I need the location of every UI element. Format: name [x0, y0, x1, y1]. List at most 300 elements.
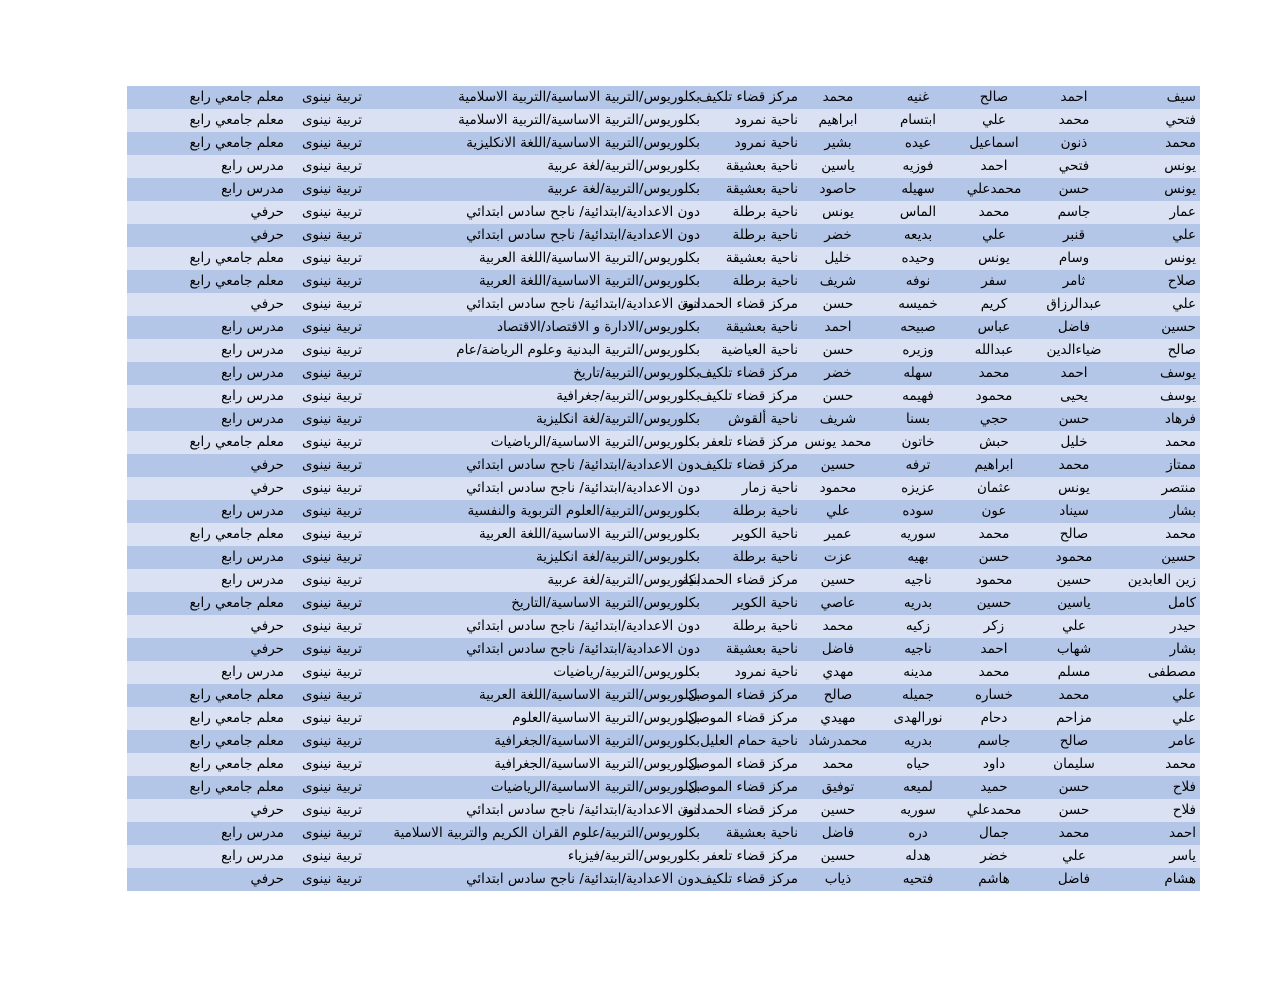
job-title-cell: مدرس رابع [221, 158, 284, 174]
first-name-cell: فرهاد [1164, 411, 1196, 427]
father-name-cell: حسن [1058, 779, 1090, 795]
job-title-cell: حرفي [250, 802, 284, 818]
location-cell: مركز قضاء الموصل [687, 779, 798, 795]
mother-name-cell: سوده [902, 503, 934, 519]
mother-name-cell: فتحيه [902, 871, 934, 887]
qualification-cell: دون الاعدادية/ابتدائية/ ناجح سادس ابتدائي [466, 296, 700, 312]
qualification-cell: بكلوريوس/التربية/علوم القران الكريم والتربية الاسلامية [393, 825, 700, 841]
mother-father-name-cell: شريف [819, 411, 857, 427]
location-cell: مركز قضاء تلكيف [698, 457, 798, 473]
first-name-cell: فتحي [1165, 112, 1196, 128]
job-title-cell: حرفي [250, 871, 284, 887]
grandfather-name-cell: كريم [980, 296, 1008, 312]
directorate-cell: تربية نينوى [301, 158, 362, 174]
first-name-cell: حسين [1161, 549, 1196, 565]
mother-father-name-cell: حسين [820, 457, 856, 473]
first-name-cell: فلاح [1172, 802, 1196, 818]
location-cell: ناحية بعشيقة [725, 250, 798, 266]
job-title-cell: مدرس رابع [221, 848, 284, 864]
qualification-cell: بكلوريوس/التربية الاساسية/اللغة العربية [479, 273, 700, 289]
job-title-cell: مدرس رابع [221, 365, 284, 381]
mother-father-name-cell: فاضل [821, 641, 855, 657]
grandfather-name-cell: محمدعلي [966, 802, 1022, 818]
mother-father-name-cell: حسين [820, 572, 856, 588]
mother-name-cell: ناجيه [904, 641, 932, 657]
grandfather-name-cell: حبش [979, 434, 1009, 450]
father-name-cell: شهاب [1056, 641, 1092, 657]
table-row [127, 431, 1200, 454]
first-name-cell: علي [1172, 710, 1196, 726]
table-row [127, 799, 1200, 822]
job-title-cell: معلم جامعي رابع [189, 687, 284, 703]
mother-father-name-cell: شريف [819, 273, 857, 289]
mother-name-cell: وزيره [902, 342, 934, 358]
father-name-cell: خليل [1060, 434, 1088, 450]
mother-father-name-cell: علي [826, 503, 850, 519]
mother-name-cell: غنيه [906, 89, 930, 105]
location-cell: مركز قضاء تلعفر [703, 434, 798, 450]
mother-father-name-cell: محمد [822, 89, 854, 105]
location-cell: مركز قضاء الحمدانية [681, 572, 798, 588]
directorate-cell: تربية نينوى [301, 296, 362, 312]
grandfather-name-cell: محمد [978, 664, 1010, 680]
first-name-cell: فلاح [1172, 779, 1196, 795]
mother-father-name-cell: ذياب [824, 871, 852, 887]
table-row [127, 86, 1200, 109]
qualification-cell: بكلوريوس/التربية الاساسية/العلوم [512, 710, 700, 726]
mother-name-cell: مدينه [903, 664, 933, 680]
qualification-cell: دون الاعدادية/ابتدائية/ ناجح سادس ابتدائي [466, 457, 700, 473]
mother-father-name-cell: يونس [822, 204, 854, 220]
mother-name-cell: الماس [899, 204, 937, 220]
qualification-cell: بكلوريوس/التربية/لغة انكليزية [535, 411, 700, 427]
first-name-cell: احمد [1169, 825, 1196, 841]
job-title-cell: معلم جامعي رابع [189, 779, 284, 795]
job-title-cell: حرفي [250, 227, 284, 243]
location-cell: مركز قضاء الموصل [687, 756, 798, 772]
father-name-cell: مسلم [1057, 664, 1091, 680]
directorate-cell: تربية نينوى [301, 641, 362, 657]
grandfather-name-cell: زكر [983, 618, 1005, 634]
mother-father-name-cell: توفيق [821, 779, 855, 795]
mother-name-cell: بسنا [906, 411, 930, 427]
mother-father-name-cell: صالح [823, 687, 853, 703]
grandfather-name-cell: محمد [978, 365, 1010, 381]
table-row [127, 500, 1200, 523]
qualification-cell: بكلوريوس/الادارة و الاقتصاد/الاقتصاد [496, 319, 700, 335]
mother-name-cell: نوفه [905, 273, 931, 289]
table-row [127, 822, 1200, 845]
grandfather-name-cell: عثمان [977, 480, 1011, 496]
father-name-cell: يحيى [1060, 388, 1088, 404]
grandfather-name-cell: عباس [977, 319, 1011, 335]
directorate-cell: تربية نينوى [301, 802, 362, 818]
table-row [127, 109, 1200, 132]
location-cell: مركز قضاء الحمدانية [681, 802, 798, 818]
first-name-cell: سيف [1166, 89, 1196, 105]
job-title-cell: معلم جامعي رابع [189, 434, 284, 450]
qualification-cell: بكلوريوس/التربية/العلوم التربوية والنفسية [467, 503, 700, 519]
mother-father-name-cell: عمير [824, 526, 852, 542]
directorate-cell: تربية نينوى [301, 618, 362, 634]
table-row [127, 753, 1200, 776]
father-name-cell: يونس [1058, 480, 1090, 496]
father-name-cell: حسين [1056, 572, 1092, 588]
job-title-cell: مدرس رابع [221, 388, 284, 404]
mother-name-cell: ابتسام [899, 112, 937, 128]
qualification-cell: بكلوريوس/التربية الاساسية/الرياضيات [490, 434, 700, 450]
location-cell: ناحية برطلة [732, 227, 798, 243]
table-row [127, 385, 1200, 408]
mother-name-cell: بدريه [903, 733, 933, 749]
location-cell: مركز قضاء تلكيف [698, 89, 798, 105]
mother-father-name-cell: خليل [824, 250, 852, 266]
mother-name-cell: بهيه [907, 549, 929, 565]
table-row [127, 247, 1200, 270]
qualification-cell: بكلوريوس/التربية الاساسية/اللغة العربية [479, 687, 700, 703]
qualification-cell: بكلوريوس/التربية البدنية وعلوم الرياضة/عام [456, 342, 700, 358]
directorate-cell: تربية نينوى [301, 779, 362, 795]
first-name-cell: صلاح [1167, 273, 1196, 289]
mother-name-cell: ترفه [905, 457, 931, 473]
first-name-cell: يونس [1164, 250, 1196, 266]
qualification-cell: دون الاعدادية/ابتدائية/ ناجح سادس ابتدائي [466, 480, 700, 496]
qualification-cell: بكلوريوس/التربية الاساسية/اللغة العربية [479, 526, 700, 542]
grandfather-name-cell: خضر [980, 848, 1008, 864]
father-name-cell: مزاحم [1056, 710, 1092, 726]
job-title-cell: معلم جامعي رابع [189, 595, 284, 611]
father-name-cell: صالح [1059, 733, 1089, 749]
location-cell: مركز قضاء تلكيف [698, 871, 798, 887]
location-cell: ناحية بعشيقة [725, 181, 798, 197]
qualification-cell: بكلوريوس/التربية الاساسية/الجغرافية [494, 733, 700, 749]
table-row [127, 201, 1200, 224]
mother-father-name-cell: حاصود [819, 181, 857, 197]
job-title-cell: حرفي [250, 457, 284, 473]
mother-name-cell: سهله [903, 365, 933, 381]
father-name-cell: جاسم [1057, 204, 1091, 220]
grandfather-name-cell: خساره [974, 687, 1014, 703]
first-name-cell: ممتاز [1166, 457, 1196, 473]
directorate-cell: تربية نينوى [301, 411, 362, 427]
mother-name-cell: سوريه [900, 526, 936, 542]
job-title-cell: مدرس رابع [221, 549, 284, 565]
mother-name-cell: زكيه [905, 618, 931, 634]
father-name-cell: محمود [1055, 549, 1093, 565]
mother-father-name-cell: محمد [822, 618, 854, 634]
mother-name-cell: بديعه [903, 227, 933, 243]
table-row [127, 339, 1200, 362]
mother-father-name-cell: حسن [822, 296, 854, 312]
directorate-cell: تربية نينوى [301, 204, 362, 220]
qualification-cell: بكلوريوس/التربية/لغة عربية [547, 572, 700, 588]
father-name-cell: فاضل [1057, 871, 1091, 887]
mother-father-name-cell: محمدرشاد [808, 733, 868, 749]
directorate-cell: تربية نينوى [301, 572, 362, 588]
qualification-cell: بكلوريوس/التربية/جغرافية [556, 388, 700, 404]
table-row [127, 845, 1200, 868]
first-name-cell: محمد [1165, 434, 1196, 450]
mother-father-name-cell: حسن [822, 388, 854, 404]
father-name-cell: صالح [1059, 526, 1089, 542]
qualification-cell: دون الاعدادية/ابتدائية/ ناجح سادس ابتدائي [466, 641, 700, 657]
grandfather-name-cell: محمد [978, 204, 1010, 220]
qualification-cell: بكلوريوس/التربية الاساسية/الجغرافية [494, 756, 700, 772]
table-row [127, 477, 1200, 500]
job-title-cell: حرفي [250, 641, 284, 657]
job-title-cell: مدرس رابع [221, 825, 284, 841]
father-name-cell: علي [1062, 618, 1086, 634]
location-cell: ناحية برطلة [732, 204, 798, 220]
mother-father-name-cell: خضر [824, 227, 852, 243]
grandfather-name-cell: جاسم [977, 733, 1011, 749]
first-name-cell: يوسف [1159, 388, 1196, 404]
mother-father-name-cell: محمد [822, 756, 854, 772]
first-name-cell: علي [1172, 227, 1196, 243]
table-row [127, 592, 1200, 615]
table-row [127, 684, 1200, 707]
table-row [127, 569, 1200, 592]
job-title-cell: مدرس رابع [221, 503, 284, 519]
job-title-cell: معلم جامعي رابع [189, 733, 284, 749]
table-row [127, 707, 1200, 730]
mother-father-name-cell: عاصي [820, 595, 856, 611]
first-name-cell: حسين [1161, 319, 1196, 335]
job-title-cell: حرفي [250, 618, 284, 634]
father-name-cell: حسن [1058, 181, 1090, 197]
father-name-cell: حسن [1058, 411, 1090, 427]
job-title-cell: مدرس رابع [221, 572, 284, 588]
father-name-cell: عبدالرزاق [1046, 296, 1102, 312]
mother-name-cell: عزيزه [901, 480, 935, 496]
job-title-cell: معلم جامعي رابع [189, 526, 284, 542]
first-name-cell: زين العابدين [1127, 572, 1196, 588]
job-title-cell: حرفي [250, 204, 284, 220]
first-name-cell: ياسر [1169, 848, 1196, 864]
location-cell: ناحية حمام العليل [700, 733, 798, 749]
location-cell: ناحية العياضية [720, 342, 798, 358]
directorate-cell: تربية نينوى [301, 526, 362, 542]
mother-name-cell: خميسه [898, 296, 938, 312]
directorate-cell: تربية نينوى [301, 388, 362, 404]
grandfather-name-cell: صالح [979, 89, 1009, 105]
table-row [127, 362, 1200, 385]
table-row [127, 615, 1200, 638]
directorate-cell: تربية نينوى [301, 871, 362, 887]
grandfather-name-cell: محمود [975, 388, 1013, 404]
job-title-cell: مدرس رابع [221, 664, 284, 680]
father-name-cell: محمد [1058, 457, 1090, 473]
table-row [127, 454, 1200, 477]
qualification-cell: بكلوريوس/التربية الاساسية/التاريخ [511, 595, 700, 611]
father-name-cell: ثامر [1062, 273, 1086, 289]
father-name-cell: محمد [1058, 687, 1090, 703]
qualification-cell: بكلوريوس/التربية الاساسية/الرياضيات [490, 779, 700, 795]
table-row [127, 132, 1200, 155]
location-cell: ناحية بعشيقة [725, 825, 798, 841]
table-row [127, 868, 1200, 891]
location-cell: ناحية برطلة [732, 618, 798, 634]
first-name-cell: علي [1172, 296, 1196, 312]
mother-name-cell: جميله [902, 687, 934, 703]
location-cell: ناحية الكوير [732, 595, 798, 611]
mother-father-name-cell: مهدي [822, 664, 854, 680]
father-name-cell: ضياءالدين [1046, 342, 1102, 358]
first-name-cell: صالح [1167, 342, 1196, 358]
directorate-cell: تربية نينوى [301, 227, 362, 243]
father-name-cell: قنبر [1062, 227, 1086, 243]
table-row [127, 730, 1200, 753]
job-title-cell: معلم جامعي رابع [189, 89, 284, 105]
mother-father-name-cell: خضر [824, 365, 852, 381]
father-name-cell: محمد [1058, 112, 1090, 128]
job-title-cell: مدرس رابع [221, 181, 284, 197]
mother-father-name-cell: عزت [823, 549, 853, 565]
first-name-cell: حيدر [1169, 618, 1196, 634]
qualification-cell: بكلوريوس/التربية/تاريخ [573, 365, 700, 381]
mother-name-cell: فهيمه [902, 388, 934, 404]
father-name-cell: فتحي [1058, 158, 1090, 174]
directorate-cell: تربية نينوى [301, 825, 362, 841]
mother-father-name-cell: فاضل [821, 825, 855, 841]
qualification-cell: بكلوريوس/التربية/لغة انكليزية [535, 549, 700, 565]
grandfather-name-cell: عون [981, 503, 1007, 519]
directorate-cell: تربية نينوى [301, 112, 362, 128]
grandfather-name-cell: جمال [978, 825, 1010, 841]
grandfather-name-cell: عبدالله [974, 342, 1014, 358]
table-row [127, 408, 1200, 431]
qualification-cell: بكلوريوس/التربية/رياضيات [553, 664, 700, 680]
qualification-cell: بكلوريوس/التربية/لغة عربية [547, 181, 700, 197]
mother-father-name-cell: حسن [822, 342, 854, 358]
qualification-cell: دون الاعدادية/ابتدائية/ ناجح سادس ابتدائي [466, 618, 700, 634]
mother-name-cell: حياه [906, 756, 930, 772]
mother-name-cell: خاتون [901, 434, 935, 450]
mother-name-cell: لميعه [903, 779, 933, 795]
directorate-cell: تربية نينوى [301, 135, 362, 151]
directorate-cell: تربية نينوى [301, 89, 362, 105]
first-name-cell: يونس [1164, 181, 1196, 197]
job-title-cell: مدرس رابع [221, 411, 284, 427]
job-title-cell: حرفي [250, 480, 284, 496]
qualification-cell: بكلوريوس/التربية الاساسية/اللغة العربية [479, 250, 700, 266]
father-name-cell: ذنون [1060, 135, 1088, 151]
table-row [127, 270, 1200, 293]
first-name-cell: يوسف [1159, 365, 1196, 381]
location-cell: ناحية ألقوش [728, 411, 798, 427]
mother-father-name-cell: محمد يونس [804, 434, 872, 450]
location-cell: مركز قضاء الحمدانية [681, 296, 798, 312]
job-title-cell: حرفي [250, 296, 284, 312]
table-row [127, 316, 1200, 339]
mother-name-cell: هدله [905, 848, 931, 864]
mother-name-cell: وحيده [901, 250, 935, 266]
first-name-cell: مصطفى [1147, 664, 1196, 680]
directorate-cell: تربية نينوى [301, 342, 362, 358]
location-cell: ناحية برطلة [732, 273, 798, 289]
directorate-cell: تربية نينوى [301, 480, 362, 496]
grandfather-name-cell: دحام [980, 710, 1008, 726]
father-name-cell: ياسين [1057, 595, 1091, 611]
location-cell: ناحية نمرود [734, 664, 798, 680]
table-row [127, 776, 1200, 799]
first-name-cell: علي [1172, 687, 1196, 703]
father-name-cell: سليمان [1053, 756, 1095, 772]
grandfather-name-cell: داود [982, 756, 1006, 772]
mother-name-cell: صبيحه [900, 319, 936, 335]
job-title-cell: مدرس رابع [221, 319, 284, 335]
first-name-cell: محمد [1165, 756, 1196, 772]
job-title-cell: معلم جامعي رابع [189, 756, 284, 772]
grandfather-name-cell: محمود [975, 572, 1013, 588]
father-name-cell: فاضل [1057, 319, 1091, 335]
grandfather-name-cell: اسماعيل [969, 135, 1019, 151]
first-name-cell: كامل [1168, 595, 1196, 611]
mother-father-name-cell: مهيدي [820, 710, 856, 726]
directorate-cell: تربية نينوى [301, 273, 362, 289]
mother-name-cell: عيده [904, 135, 932, 151]
grandfather-name-cell: محمدعلي [966, 181, 1022, 197]
location-cell: ناحية زمار [741, 480, 798, 496]
father-name-cell: سيناد [1059, 503, 1089, 519]
father-name-cell: علي [1062, 848, 1086, 864]
first-name-cell: عامر [1169, 733, 1196, 749]
directorate-cell: تربية نينوى [301, 848, 362, 864]
table-row [127, 546, 1200, 569]
job-title-cell: معلم جامعي رابع [189, 112, 284, 128]
table-row [127, 523, 1200, 546]
qualification-cell: بكلوريوس/التربية الاساسية/التربية الاسلامية [458, 112, 700, 128]
mother-father-name-cell: محمود [819, 480, 857, 496]
job-title-cell: مدرس رابع [221, 342, 284, 358]
father-name-cell: احمد [1060, 89, 1088, 105]
job-title-cell: معلم جامعي رابع [189, 135, 284, 151]
grandfather-name-cell: احمد [980, 158, 1008, 174]
first-name-cell: بشار [1169, 641, 1196, 657]
first-name-cell: محمد [1165, 526, 1196, 542]
first-name-cell: عمار [1169, 204, 1196, 220]
location-cell: ناحية نمرود [734, 112, 798, 128]
grandfather-name-cell: حجي [979, 411, 1009, 427]
mother-father-name-cell: حسين [820, 802, 856, 818]
mother-father-name-cell: ابراهيم [818, 112, 858, 128]
location-cell: ناحية برطلة [732, 503, 798, 519]
first-name-cell: منتصر [1161, 480, 1196, 496]
table-row [127, 155, 1200, 178]
directorate-cell: تربية نينوى [301, 319, 362, 335]
mother-father-name-cell: احمد [824, 319, 852, 335]
father-name-cell: وسام [1058, 250, 1090, 266]
grandfather-name-cell: حسن [978, 549, 1010, 565]
location-cell: مركز قضاء الموصل [687, 710, 798, 726]
father-name-cell: حسن [1058, 802, 1090, 818]
mother-name-cell: بدريه [903, 595, 933, 611]
grandfather-name-cell: علي [982, 227, 1006, 243]
qualification-cell: بكلوريوس/التربية الاساسية/اللغة الانكليزية [466, 135, 700, 151]
qualification-cell: بكلوريوس/التربية/فيزياء [567, 848, 700, 864]
directorate-cell: تربية نينوى [301, 549, 362, 565]
mother-name-cell: فوزيه [902, 158, 934, 174]
grandfather-name-cell: هاشم [978, 871, 1010, 887]
directorate-cell: تربية نينوى [301, 434, 362, 450]
qualification-cell: دون الاعدادية/ابتدائية/ ناجح سادس ابتدائي [466, 204, 700, 220]
table-row [127, 293, 1200, 316]
qualification-cell: بكلوريوس/التربية الاساسية/التربية الاسلامية [458, 89, 700, 105]
grandfather-name-cell: حسين [976, 595, 1012, 611]
father-name-cell: محمد [1058, 825, 1090, 841]
mother-name-cell: سهيله [901, 181, 935, 197]
grandfather-name-cell: يونس [978, 250, 1010, 266]
